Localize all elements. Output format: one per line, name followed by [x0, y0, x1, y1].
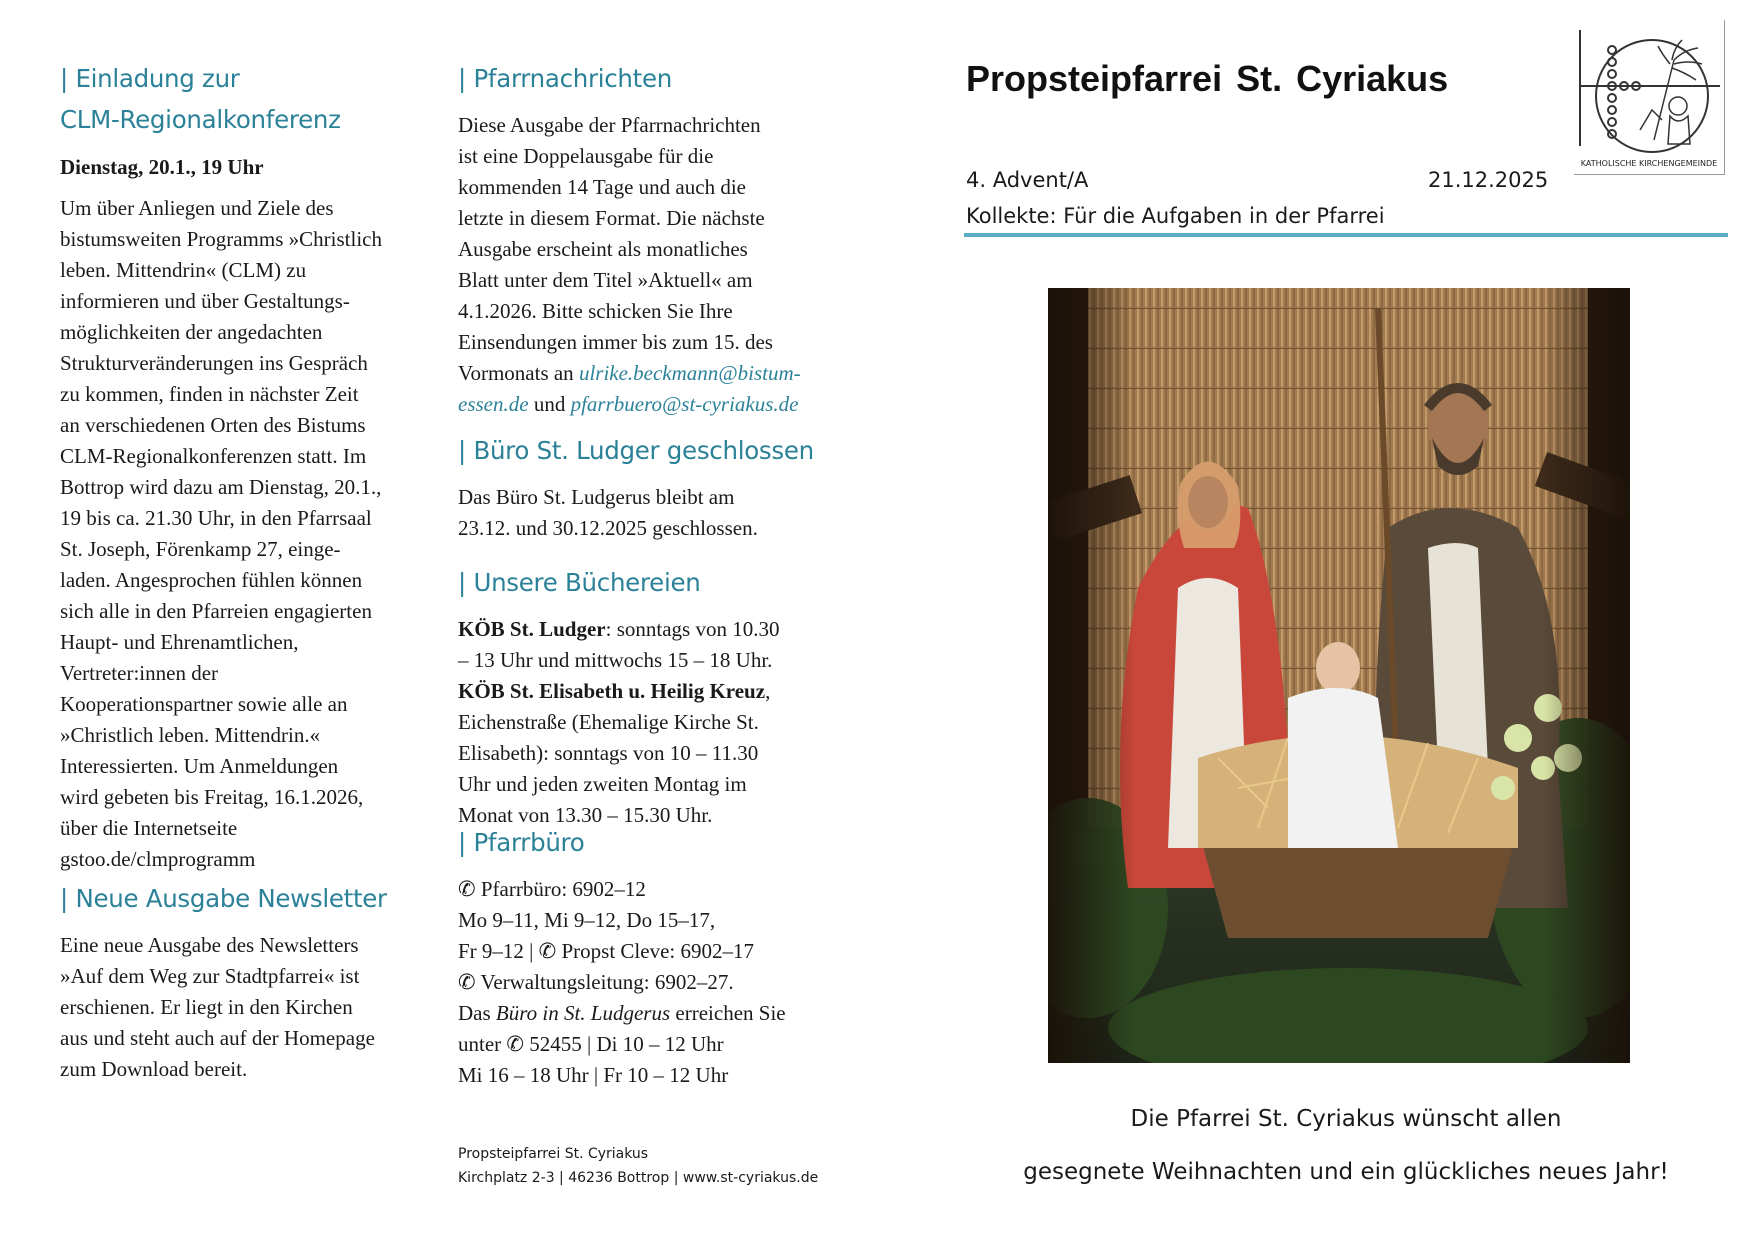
email-beckmann-link[interactable]: ulrike.beckmann@bistum- — [578, 361, 801, 385]
phone-icon: ✆ — [538, 939, 557, 963]
clm-line: bistumsweiten Programms »Christlich — [60, 227, 382, 251]
newsletter-line: Eine neue Ausgabe des Newsletters — [60, 933, 359, 957]
clm-line: sich alle in den Pfarreien engagierten — [60, 599, 372, 623]
clm-line: CLM-Regionalkonferenzen statt. Im — [60, 444, 367, 468]
newsletter-line: zum Download bereit. — [60, 1057, 248, 1081]
pfarrnachrichten-line: 4.1.2026. Bitte schicken Sie Ihre — [458, 299, 733, 323]
phone-icon: ✆ — [458, 970, 476, 994]
greeting-line2: gesegnete Weihnachten und ein glückliches neues Jahr! — [1023, 1159, 1669, 1185]
clm-line: laden. Angesprochen fühlen können — [60, 568, 363, 592]
clm-line: leben. Mittendrin« (CLM) zu — [60, 258, 307, 282]
parish-logo — [1574, 20, 1725, 175]
buero-ludger-line: 23.12. und 30.12.2025 geschlossen. — [458, 516, 758, 540]
clm-line: 19 bis ca. 21.30 Uhr, in den Pfarrsaal — [60, 506, 372, 530]
clm-line: Interessierten. Um Anmeldungen — [60, 754, 339, 778]
clm-line: Um über Anliegen und Ziele des — [60, 196, 334, 220]
clm-heading-line2: CLM-Regionalkonferenz — [60, 105, 341, 134]
nativity-scene-image — [1048, 288, 1630, 1063]
liturgical-sunday: 4. Advent/A — [966, 168, 1089, 192]
pfarrnachrichten-line: kommenden 14 Tage und auch die — [458, 175, 746, 199]
footer-line2: Kirchplatz 2-3 | 46236 Bottrop | www.st-cyriakus.de — [458, 1170, 819, 1186]
footer-address — [458, 1142, 818, 1190]
clm-line: zu kommen, finden in nächster Zeit — [60, 382, 359, 406]
pfarrnachrichten-line10: essen.de und pfarrbuero@st-cyriakus.de — [458, 392, 799, 416]
pfarrnachrichten-line: Diese Ausgabe der Pfarrnachrichten — [458, 113, 761, 137]
pfarrnachrichten-line: letzte in diesem Format. Die nächste — [458, 206, 765, 230]
clm-line: Strukturveränderungen ins Gespräch — [60, 351, 368, 375]
issue-date: 21.12.2025 — [1428, 168, 1549, 192]
email-pfarrbuero-link[interactable]: pfarrbuero@st-cyriakus.de — [570, 392, 799, 416]
pfarrbuero-heading: | Pfarrbüro — [458, 828, 585, 857]
koeb-ludger-hours: – 13 Uhr und mittwochs 15 – 18 Uhr. — [458, 648, 773, 672]
clm-line: Kooperationspartner sowie alle an — [60, 692, 348, 716]
koeb-elisabeth-line: Elisabeth): sonntags von 10 – 11.30 — [458, 741, 759, 765]
pfarrnachrichten-line: Blatt unter dem Titel »Aktuell« am — [458, 268, 753, 292]
newsletter-line: »Auf dem Weg zur Stadtpfarrei« ist — [60, 964, 360, 988]
pfarrbuero-body: ✆ Pfarrbüro: 6902–12 Mo 9–11, Mi 9–12, Do 15–17, Fr 9–12 | ✆ Propst Cleve: 6902–17 ✆ Verwaltungsleitung: 6902–27. Das Büro in St. Ludgerus erreichen Sie unter ✆ 52455 | Di 10 – 12 Uhr Mi 16 – 18 Uhr | Fr 10 – 12 Uhr — [458, 877, 786, 1087]
phone-icon: ✆ — [506, 1032, 525, 1056]
newsletter-heading: | Neue Ausgabe Newsletter — [60, 884, 387, 913]
svg-text:KATHOLISCHE KIRCHENGEMEINDE: KATHOLISCHE KIRCHENGEMEINDE — [1580, 159, 1718, 168]
clm-line: an verschiedenen Orten des Bistums — [60, 413, 366, 437]
clm-line: »Christlich leben. Mittendrin.« — [60, 723, 321, 747]
greeting-line1: Die Pfarrei St. Cyriakus wünscht allen — [1130, 1106, 1562, 1132]
newsletter-line: erschienen. Er liegt in den Kirchen — [60, 995, 353, 1019]
clm-body — [60, 193, 460, 875]
clm-line: informieren und über Gestaltungs- — [60, 289, 350, 313]
footer-line1: Propsteipfarrei St. Cyriakus — [458, 1146, 649, 1162]
clm-heading-line1: | Einladung zur — [60, 64, 240, 93]
nativity-photo-icon — [1048, 288, 1630, 1063]
koeb-elisabeth-line: Uhr und jeden zweiten Montag im — [458, 772, 747, 796]
buechereien-heading: | Unsere Büchereien — [458, 568, 701, 597]
koeb-elisabeth-line: Monat von 13.30 – 15.30 Uhr. — [458, 803, 713, 827]
logo-emblem-icon — [1574, 20, 1724, 174]
pfarrnachrichten-body — [458, 110, 878, 420]
newsletter-line: aus und steht auch auf der Homepage — [60, 1026, 375, 1050]
buero-ludger-line: Das Büro St. Ludgerus bleibt am — [458, 485, 735, 509]
clm-line: über die Internetseite — [60, 816, 238, 840]
newsletter-body — [60, 930, 460, 1085]
kollekte: Kollekte: Für die Aufgaben in der Pfarrei — [966, 204, 1385, 228]
clm-line: möglichkeiten der angedachten — [60, 320, 323, 344]
koeb-elisabeth-name: KÖB St. Elisabeth u. Heilig Kreuz — [458, 679, 766, 703]
clm-date: Dienstag, 20.1., 19 Uhr — [60, 155, 264, 179]
buero-ludger-heading: | Büro St. Ludger geschlossen — [458, 436, 814, 465]
koeb-elisabeth-line: Eichenstraße (Ehemalige Kirche St. — [458, 710, 759, 734]
clm-heading — [60, 58, 440, 140]
pfarrnachrichten-line: Ausgabe erscheint als monatliches — [458, 237, 748, 261]
header-rule — [964, 233, 1728, 237]
koeb-ludger-name: KÖB St. Ludger — [458, 617, 606, 641]
pfarrnachrichten-line: Einsendungen immer bis zum 15. des — [458, 330, 773, 354]
pfarrnachrichten-heading: | Pfarrnachrichten — [458, 64, 672, 93]
pfarrnachrichten-line: ist eine Doppelausgabe für die — [458, 144, 714, 168]
clm-line: wird gebeten bis Freitag, 16.1.2026, — [60, 785, 364, 809]
clm-line: Vertreter:innen der — [60, 661, 219, 685]
clm-line: Haupt- und Ehrenamtlichen, — [60, 630, 299, 654]
buero-ludger-body — [458, 482, 878, 544]
phone-icon: ✆ — [458, 877, 476, 901]
email-beckmann-link-cont[interactable]: essen.de — [458, 392, 529, 416]
parish-title: Propsteipfarrei St. Cyriakus — [966, 58, 1449, 99]
clm-line: St. Joseph, Förenkamp 27, einge- — [60, 537, 341, 561]
clm-line: gstoo.de/clmprogramm — [60, 847, 256, 871]
pfarrnachrichten-line9: Vormonats an ulrike.beckmann@bistum- — [458, 361, 801, 385]
buechereien-body: KÖB St. Ludger: sonntags von 10.30 – 13 Uhr und mittwochs 15 – 18 Uhr. KÖB St. Elisabeth u. Heilig Kreuz, Eichenstraße (Ehemalige Kirche St. Elisabeth): sonntags von 10 – 11.30 Uhr und jeden zweiten Montag im Monat von 13.30 – 15.30 Uhr. — [458, 614, 878, 831]
clm-line: Bottrop wird dazu am Dienstag, 20.1., — [60, 475, 382, 499]
